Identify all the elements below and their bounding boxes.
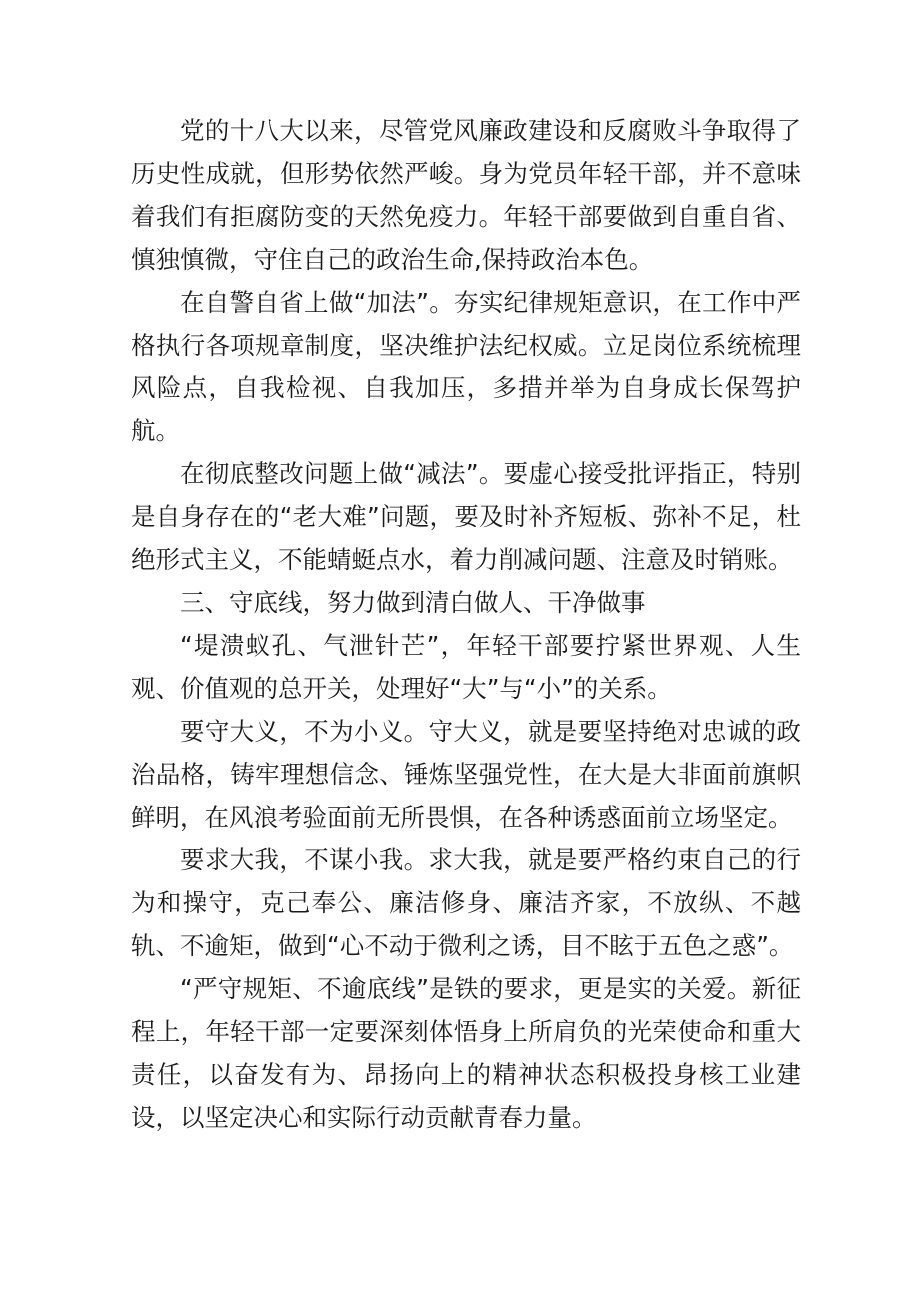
paragraph-conclusion: “严守规矩、不逾底线”是铁的要求，更是实的关爱。新征程上，年轻干部一定要深刻体悟身上所肩负的光荣使命和重大责任，以奋发有为、昂扬向上的精神状态积极投身核工业建设，以坚定决心和实际行动贡献青春力量。 xyxy=(131,974,801,1132)
paragraph-subtraction: 在彻底整改问题上做“减法”。要虚心接受批评指正，特别是自身存在的“老大难”问题，要及时补齐短板、弥补不足，杜绝形式主义，不能蜻蜓点水，着力削减问题、注意及时销账。 xyxy=(131,459,801,575)
document-body xyxy=(131,110,801,1140)
section-heading-3: 三、守底线，努力做到清白做人、干净做事 xyxy=(180,587,646,617)
paragraph-quote-ant-hole: “堤溃蚁孔、气泄针芒”，年轻干部要拧紧世界观、人生观、价值观的总开关，处理好“大”与“小”的关系。 xyxy=(131,630,801,703)
paragraph-addition: 在自警自省上做“加法”。夯实纪律规矩意识，在工作中严格执行各项规章制度，坚决维护法纪权威。立足岗位系统梳理风险点，自我检视、自我加压，多措并举为自身成长保驾护航。 xyxy=(131,287,801,446)
paragraph-greater-self: 要求大我，不谋小我。求大我，就是要严格约束自己的行为和操守，克己奉公、廉洁修身、廉洁齐家，不放纵、不越轨、不逾矩，做到“心不动于微利之诱，目不眩于五色之惑”。 xyxy=(131,845,801,961)
paragraph-intro: 党的十八大以来，尽管党风廉政建设和反腐败斗争取得了历史性成就，但形势依然严峻。身为党员年轻干部，并不意味着我们有拒腐防变的天然免疫力。年轻干部要做到自重自省、慎独慎微，守住自己的政治生命,保持政治本色。 xyxy=(131,116,801,274)
paragraph-great-righteousness: 要守大义，不为小义。守大义，就是要坚持绝对忠诚的政治品格，铸牢理想信念、锤炼坚强党性，在大是大非面前旗帜鲜明，在风浪考验面前无所畏惧，在各种诱惑面前立场坚定。 xyxy=(131,716,801,832)
